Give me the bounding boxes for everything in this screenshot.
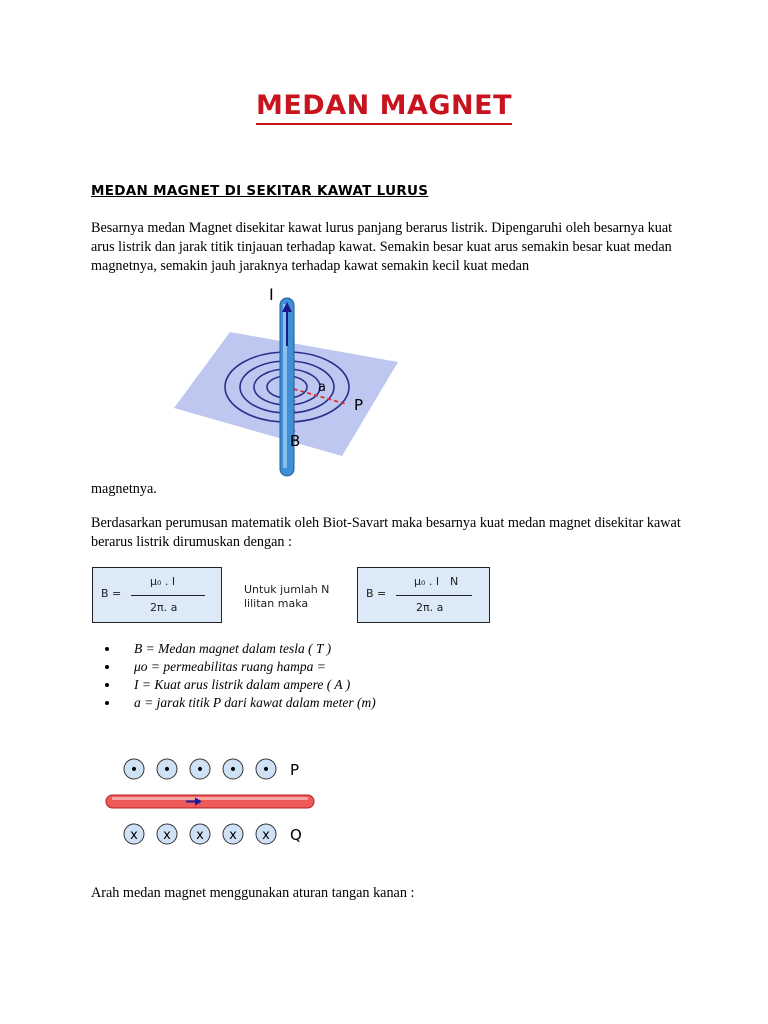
current-wire <box>106 795 314 808</box>
fraction-line <box>131 595 205 596</box>
svg-text:•: • <box>261 762 271 778</box>
definition-item: • a = jarak titik P dari kawat dalam meter (m) <box>120 694 376 712</box>
label-a: a <box>318 380 326 395</box>
fraction-line <box>396 595 472 596</box>
svg-text:x: x <box>262 828 270 843</box>
svg-text:x: x <box>229 828 237 843</box>
svg-text:•: • <box>228 762 238 778</box>
label-P: P <box>354 396 364 414</box>
formula-denominator: 2π. a <box>416 601 444 614</box>
biot-savart-paragraph: Berdasarkan perumusan matematik oleh Biot-Savart maka besarnya kuat medan magnet disekitar kawat berarus listrik dirumuskan dengan : <box>91 515 681 550</box>
formula-lhs: B = <box>366 587 387 600</box>
svg-text:•: • <box>129 762 139 778</box>
page-title <box>0 90 768 125</box>
intro-paragraph: Besarnya medan Magnet disekitar kawat lurus panjang berarus listrik. Dipengaruhi oleh besarnya kuat arus listrik dan jarak titik tinjauan terhadap kawat. Semakin besar kuat arus semakin besar kuat medan magnetnya, semakin jauh jaraknya terhadap kawat semakin kecil kuat medan <box>91 220 673 274</box>
connector-line-2: lilitan maka <box>244 597 309 610</box>
svg-text:•: • <box>162 762 172 778</box>
connector-line-1: Untuk jumlah N <box>244 583 330 596</box>
svg-text:•: • <box>195 762 205 778</box>
definition-item: • μo = permeabilitas ruang hampa = <box>120 658 376 676</box>
svg-text:x: x <box>196 828 204 843</box>
definition-list <box>96 640 376 712</box>
definition-item: • I = Kuat arus listrik dalam ampere ( A ) <box>120 676 376 694</box>
page-title-text: MEDAN MAGNET <box>256 90 512 125</box>
formula-box-single <box>92 567 222 623</box>
label-Q: Q <box>290 826 302 844</box>
formula-turns: N <box>450 575 459 588</box>
formula-box-coil <box>357 567 490 623</box>
formula-denominator: 2π. a <box>150 601 178 614</box>
field-direction-diagram <box>100 752 320 852</box>
field-in-row <box>124 824 302 844</box>
label-I: I <box>269 285 274 304</box>
field-out-row <box>124 759 299 779</box>
intro-paragraph-end: magnetnya. <box>91 481 157 497</box>
formula-connector-text <box>244 583 329 611</box>
formula-lhs: B = <box>101 587 122 600</box>
svg-text:x: x <box>163 828 171 843</box>
label-P: P <box>290 761 300 779</box>
wire-field-diagram <box>170 284 410 482</box>
formula-numerator: μ₀ . I <box>150 575 176 588</box>
label-B: B <box>290 432 301 450</box>
svg-text:x: x <box>130 828 138 843</box>
formula-numerator: μ₀ . I <box>414 575 440 588</box>
section-heading: MEDAN MAGNET DI SEKITAR KAWAT LURUS <box>91 183 429 199</box>
right-hand-rule-paragraph: Arah medan magnet menggunakan aturan tangan kanan : <box>91 885 415 901</box>
definition-item: • B = Medan magnet dalam tesla ( T ) <box>120 640 376 658</box>
